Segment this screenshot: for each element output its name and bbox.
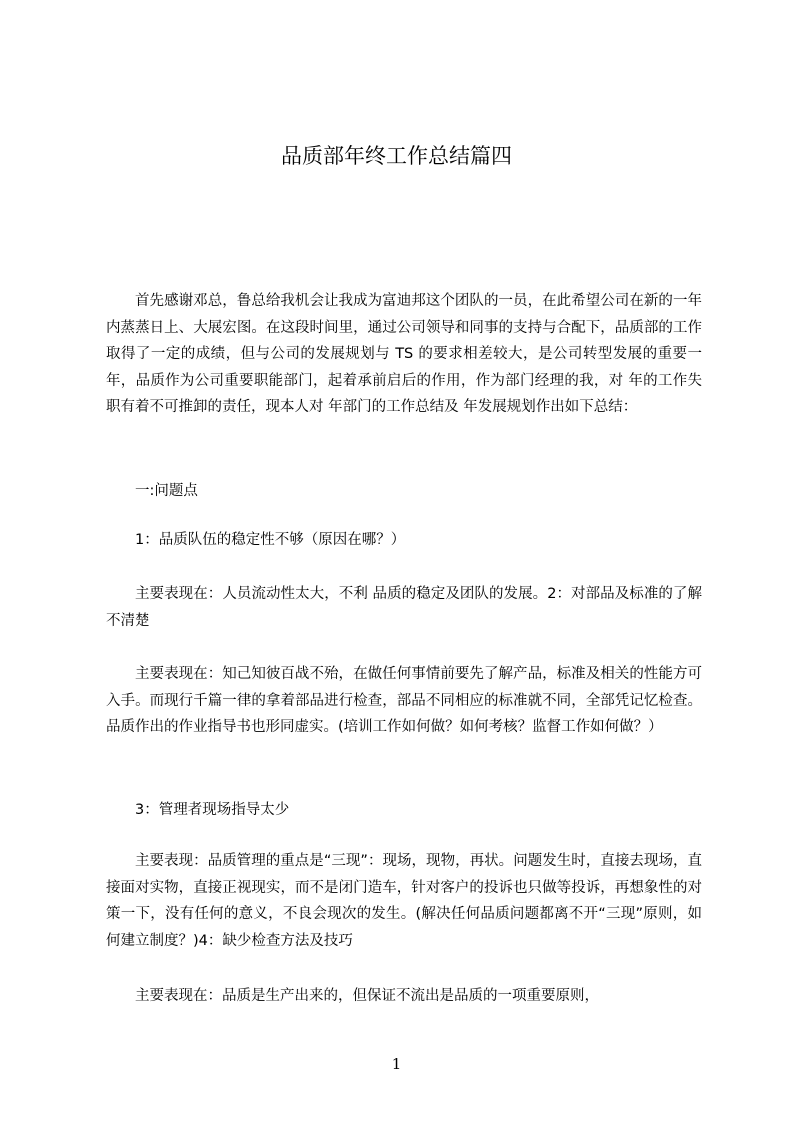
intro-paragraph: 首先感谢邓总，鲁总给我机会让我成为富迪邦这个团队的一员，在此希望公司在新的一年内蒸蒸日上、大展宏图。在这段时间里，通过公司领导和同事的支持与合配下，品质部的工作取得了一定的成绩，但与公司的发展规划与 TS 的要求相差较大，是公司转型发展的重要一年，品质作为公司重要职能部门，起着承前启后的作用，作为部门经理的我，对 年的工作失职有着不可推卸的责任，现本人对 年部门的工作总结及 年发展规划作出如下总结： <box>106 293 702 415</box>
item-1-detail: 主要表现在：人员流动性太大，不利 品质的稳定及团队的发展。2：对部品及标准的了解不清楚 <box>106 586 702 629</box>
item-1-heading: 1：品质队伍的稳定性不够（原因在哪？） <box>135 532 406 548</box>
item-3-heading: 3：管理者现场指导太少 <box>135 802 290 818</box>
item-2-detail: 主要表现在：知己知彼百战不殆，在做任何事情前要先了解产品，标准及相关的性能方可入手。而现行千篇一律的拿着部品进行检查，部品不同相应的标准就不同，全部凭记忆检查。品质作出的作业指导书也形同虚实。(培训工作如何做？如何考核？监督工作如何做？） <box>106 666 702 735</box>
item-3-detail: 主要表现：品质管理的重点是“三现”：现场，现物，再状。问题发生时，直接去现场，直接面对实物，直接正视现实，而不是闭门造车，针对客户的投诉也只做等投诉，再想象性的对策一下，没有任何的意义，不良会现次的发生。(解决任何品质问题都离不开“三现”原则，如何建立制度？)4：缺少检查方法及技巧 <box>106 853 702 949</box>
section-heading-problems: 一:问题点 <box>135 483 198 499</box>
item-4-detail: 主要表现在：品质是生产出来的，但保证不流出是品质的一项重要原则， <box>135 988 599 1004</box>
page-title: 品质部年终工作总结篇四 <box>281 144 512 168</box>
page-number: 1 <box>391 1055 402 1073</box>
